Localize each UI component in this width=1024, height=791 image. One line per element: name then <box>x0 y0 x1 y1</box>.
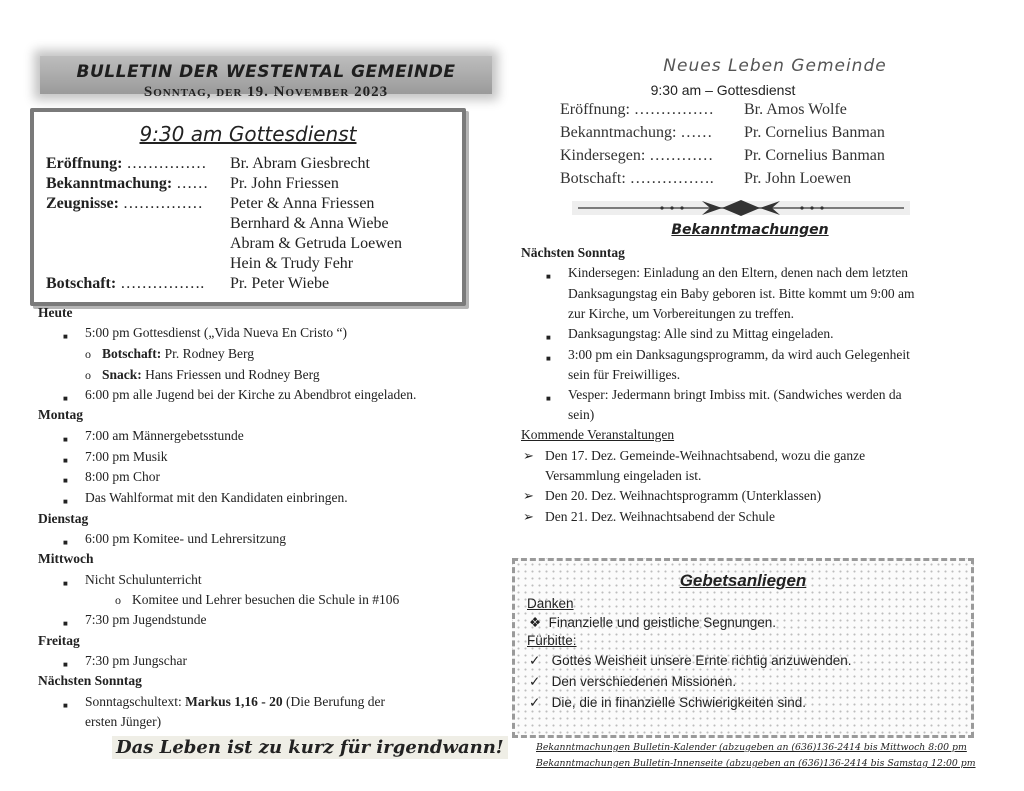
right-service-value: Pr. Cornelius Banman <box>744 124 885 141</box>
right-service-label: Eröffnung: …………… <box>560 101 714 118</box>
motto: Das Leben ist zu kurz für irgendwann! <box>112 736 508 759</box>
upcoming-event-continuation: Versammlung eingeladen ist. <box>545 468 702 483</box>
petition-item: ✓ Gottes Weisheit unsere Ernte richtig anzuwenden. <box>529 653 852 668</box>
schedule-item-continuation: ersten Jünger) <box>85 714 162 729</box>
day-heading-freitag: Freitag <box>38 633 80 648</box>
ornamental-divider <box>572 199 910 217</box>
announcement-item: ■ Kindersegen: Einladung an den Eltern, denen nach dem letzten <box>568 264 908 282</box>
announcement-continuation: zur Kirche, um Vorbereitungen zu treffen. <box>568 306 795 321</box>
schedule-item: ■ Sonntagschultext: Markus 1,16 - 20 (Die Berufung der <box>85 693 385 711</box>
schedule-item: ■ Nicht Schulunterricht <box>85 571 202 589</box>
service-box <box>30 108 466 306</box>
footer-note: Bekanntmachungen Bulletin-Innenseite (abzugeben an (636)136-2414 bis Samstag 12:00 pm <box>536 758 976 769</box>
announcements-title: Bekanntmachungen <box>671 222 829 238</box>
day-heading-montag: Montag <box>38 407 83 422</box>
service-row-value: Abram & Getruda Loewen <box>230 235 402 252</box>
checkmark-icon: ✓ <box>529 695 552 710</box>
checkmark-icon: ✓ <box>529 674 552 689</box>
schedule-item: ■ 7:30 pm Jugendstunde <box>85 611 207 629</box>
right-service-label: Bekanntmachung: …… <box>560 124 713 141</box>
prayer-title: Gebetsanliegen <box>679 571 807 590</box>
petition-label: Fürbitte: <box>527 633 577 648</box>
service-row-value: Bernhard & Anna Wiebe <box>230 215 389 232</box>
schedule-item: ■ 7:00 am Männergebetsstunde <box>85 427 244 445</box>
schedule-subitem: o Snack: Hans Friessen und Rodney Berg <box>102 366 320 384</box>
announcement-continuation: Danksagungstag ein Baby geboren ist. Bitte kommt um 9:00 am <box>568 286 915 301</box>
schedule-item: ■ 8:00 pm Chor <box>85 468 160 486</box>
schedule-item: ■ 7:30 pm Jungschar <box>85 652 187 670</box>
upcoming-events-heading: Kommende Veranstaltungen <box>521 427 675 442</box>
announcement-item: ■ Vesper: Jedermann bringt Imbiss mit. (Sandwiches werden da <box>568 386 902 404</box>
upcoming-event: ➢ Den 21. Dez. Weihnachtsabend der Schule <box>545 508 775 526</box>
right-service-label: Kindersegen: ………… <box>560 147 714 164</box>
schedule-item: ■ 5:00 pm Gottesdienst („Vida Nueva En Cristo “) <box>85 324 347 342</box>
day-heading-naechsten-sonntag: Nächsten Sonntag <box>38 673 142 688</box>
service-row-label: Zeugnisse: …………… <box>46 195 203 212</box>
service-row-label: Botschaft: ……………. <box>46 275 205 292</box>
prayer-requests-box <box>512 558 974 738</box>
thanks-label: Danken <box>527 596 574 611</box>
day-heading-dienstag: Dienstag <box>38 511 89 526</box>
bulletin-date: Sonntag, der 19. November 2023 <box>143 84 389 100</box>
upcoming-event: ➢ Den 17. Dez. Gemeinde-Weihnachtsabend, wozu die ganze <box>545 447 865 465</box>
service-row-value: Pr. John Friessen <box>230 175 339 192</box>
schedule-item: ■ 6:00 pm alle Jugend bei der Kirche zu Abendbrot eingeladen. <box>85 386 416 404</box>
petition-item: ✓ Den verschiedenen Missionen. <box>529 674 737 689</box>
announcement-item: ■ Danksagungstag: Alle sind zu Mittag eingeladen. <box>568 325 833 343</box>
service-row-label: Bekanntmachung: …… <box>46 175 209 192</box>
checkmark-icon: ✓ <box>529 653 552 668</box>
right-service-value: Pr. John Loewen <box>744 170 852 187</box>
day-heading-mittwoch: Mittwoch <box>38 551 94 566</box>
schedule-subitem: o Botschaft: Pr. Rodney Berg <box>102 345 254 363</box>
right-service-label: Botschaft: ……………. <box>560 170 714 187</box>
day-heading-heute: Heute <box>38 305 73 320</box>
announcement-continuation: sein) <box>568 407 595 422</box>
schedule-item: ■ 6:00 pm Komitee- und Lehrersitzung <box>85 530 286 548</box>
schedule-item: ■ 7:00 pm Musik <box>85 448 168 466</box>
diamond-bullet-icon: ❖ <box>529 615 549 630</box>
service-row-value: Hein & Trudy Fehr <box>230 255 354 272</box>
schedule-subitem: o Komitee und Lehrer besuchen die Schule in #106 <box>132 591 399 609</box>
service-row-value: Peter & Anna Friessen <box>230 195 375 212</box>
announcement-item: ■ 3:00 pm ein Danksagungsprogramm, da wird auch Gelegenheit <box>568 346 910 364</box>
service-box-title: 9:30 am Gottesdienst <box>139 122 357 146</box>
service-time: 9:30 am – Gottesdienst <box>650 82 796 98</box>
schedule-item: ■ Das Wahlformat mit den Kandidaten einbringen. <box>85 489 348 507</box>
next-sunday-heading: Nächsten Sonntag <box>521 245 625 260</box>
announcement-continuation: sein für Freiwilliges. <box>568 367 681 382</box>
petition-item: ✓ Die, die in finanzielle Schwierigkeiten sind. <box>529 695 806 710</box>
footer-note: Bekanntmachungen Bulletin-Kalender (abzugeben an (636)136-2414 bis Mittwoch 8:00 pm <box>536 742 967 753</box>
right-service-value: Br. Amos Wolfe <box>744 101 847 118</box>
service-row-value: Br. Abram Giesbrecht <box>230 155 370 172</box>
upcoming-event: ➢ Den 20. Dez. Weihnachtsprogramm (Unterklassen) <box>545 487 821 505</box>
church-title: Neues Leben Gemeinde <box>663 56 887 76</box>
service-row-label: Eröffnung: …………… <box>46 155 207 172</box>
right-service-value: Pr. Cornelius Banman <box>744 147 885 164</box>
bulletin-title: BULLETIN DER WESTENTAL GEMEINDE <box>76 62 456 82</box>
service-row-value: Pr. Peter Wiebe <box>230 275 330 292</box>
thanks-item: ❖ Finanzielle und geistliche Segnungen. <box>529 615 777 630</box>
